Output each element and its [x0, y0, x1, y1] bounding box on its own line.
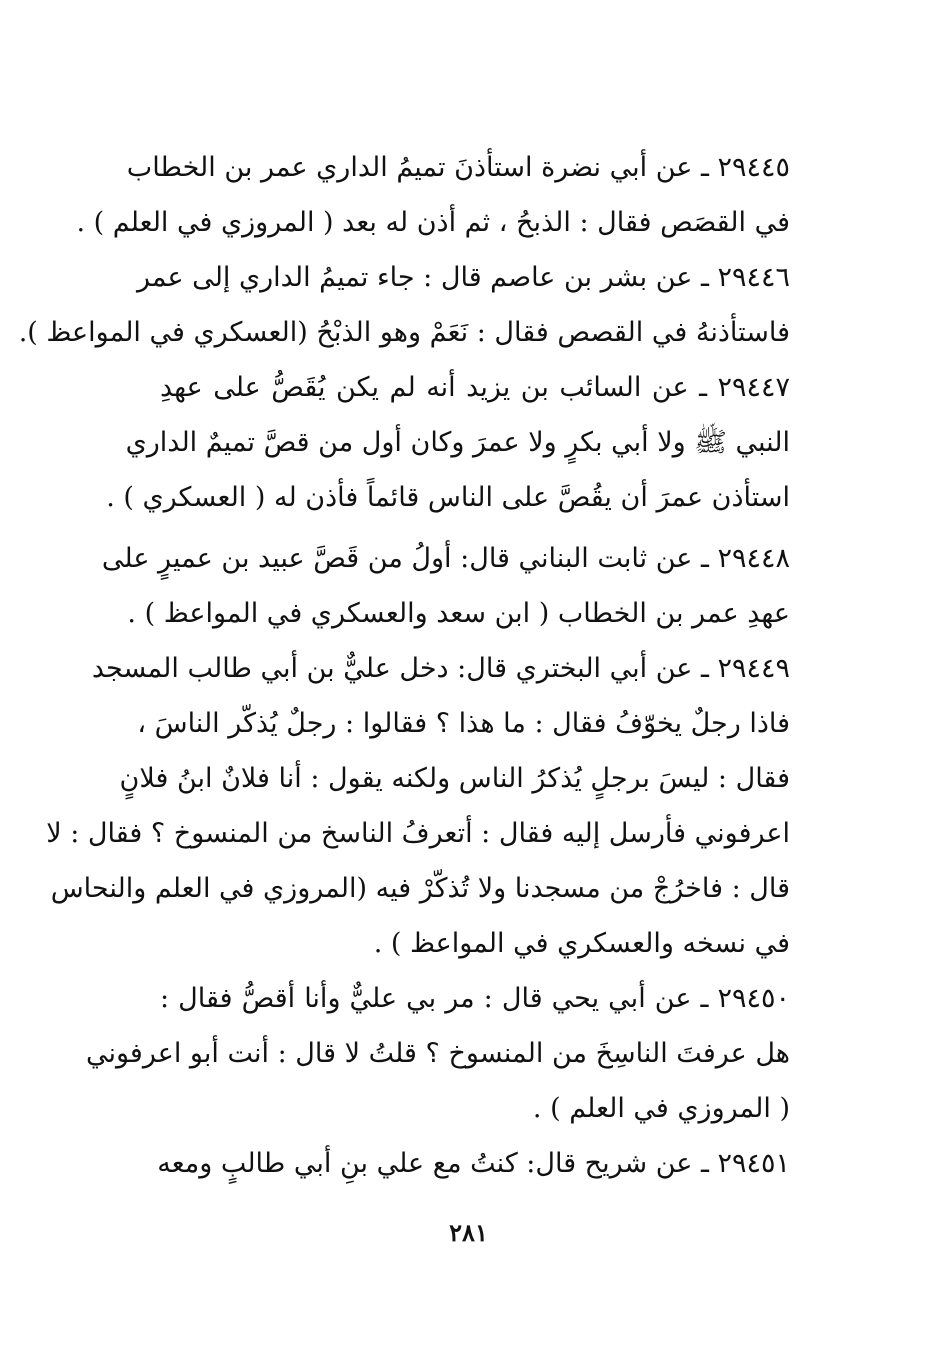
entry-29447-line-3: استأذن عمرَ أن يقُصَّ على الناس قائماً فأذن له ( العسكري ) .	[106, 482, 790, 513]
entry-29450-line-2: هل عرفتَ الناسِخَ من المنسوخ ؟ قلتُ لا قال : أنت أبو اعرفوني	[85, 1038, 790, 1069]
entry-29449-line-1: ٢٩٤٤٩ ـ عن أبي البختري قال: دخل عليٌّ بن أبي طالب المسجد	[91, 653, 790, 684]
entry-29449-line-5: قال : فاخرُجْ من مسجدنا ولا تُذكّرْ فيه (المروزي في العلم والنحاس	[50, 873, 790, 904]
hadith-text-block	[18, 140, 790, 1191]
entry-29451-line-1: ٢٩٤٥١ ـ عن شريح قال: كنتُ مع علي بنِ أبي طالبٍ ومعه	[157, 1148, 790, 1179]
entry-29446-line-2: فاستأذنهُ في القصص فقال : نَعَمْ وهو الذبْحُ (العسكري في المواعظ ).	[18, 317, 790, 348]
page-number: ٢٨١	[449, 1218, 488, 1247]
entry-29445-line-2: في القصَص فقال : الذبحُ ، ثم أذن له بعد ( المروزي في العلم ) .	[76, 207, 790, 238]
entry-29445-line-1: ٢٩٤٤٥ ـ عن أبي نضرة استأذنَ تميمُ الداري عمر بن الخطاب	[126, 152, 790, 183]
entry-29449-line-3: فقال : ليسَ برجلٍ يُذكرُ الناس ولكنه يقول : أنا فلانٌ ابنُ فلانٍ	[119, 763, 790, 794]
entry-29448-line-1: ٢٩٤٤٨ ـ عن ثابت البناني قال: أولُ من قَصَّ عبيد بن عميرٍ على	[101, 543, 790, 574]
entry-29448-line-2: عهدِ عمر بن الخطاب ( ابن سعد والعسكري في المواعظ ) .	[127, 598, 790, 629]
entry-29447-line-2: النبي ﷺ ولا أبي بكرٍ ولا عمرَ وكان أول من قصَّ تميمٌ الداري	[125, 427, 790, 458]
entry-29449-line-6: في نسخه والعسكري في المواعظ ) .	[373, 928, 790, 959]
entry-29450-line-1: ٢٩٤٥٠ ـ عن أبي يحي قال : مر بي عليٌّ وأنا أقصُّ فقال :	[160, 983, 790, 1014]
entry-29447-line-1: ٢٩٤٤٧ ـ عن السائب بن يزيد أنه لم يكن يُقَصُّ على عهدِ	[160, 372, 790, 403]
entry-29449-line-4: اعرفوني فأرسل إليه فقال : أتعرفُ الناسخ من المنسوخ ؟ فقال : لا	[46, 818, 790, 849]
entry-29449-line-2: فاذا رجلٌ يخوّفُ فقال : ما هذا ؟ فقالوا : رجلٌ يُذكّر الناسَ ،	[137, 708, 790, 739]
entry-29450-line-3: ( المروزي في العلم ) .	[532, 1093, 790, 1124]
entry-29446-line-1: ٢٩٤٤٦ ـ عن بشر بن عاصم قال : جاء تميمُ الداري إلى عمر	[136, 262, 790, 293]
